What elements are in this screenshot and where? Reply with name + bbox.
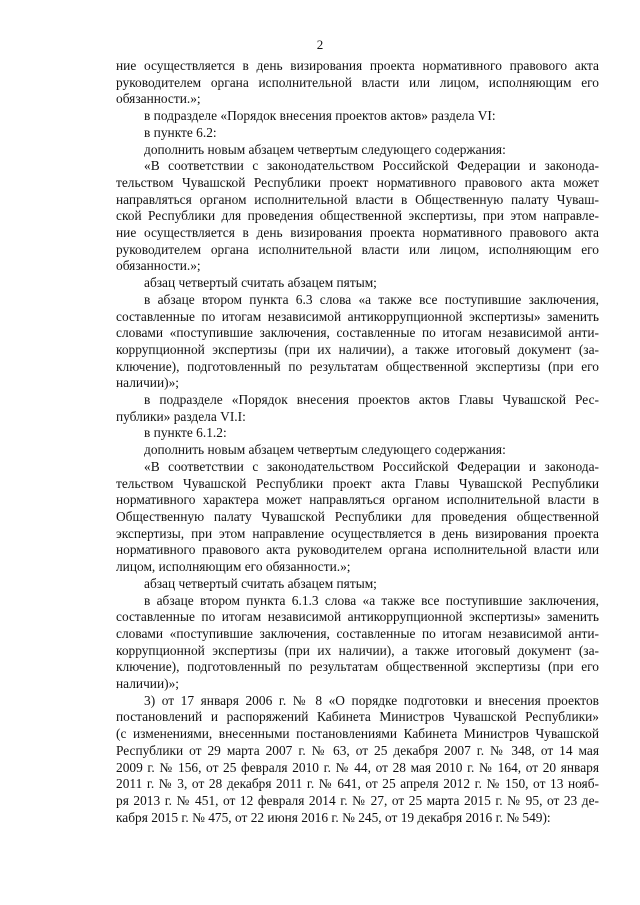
text-line: абзац четвертый считать абзацем пятым; — [144, 275, 377, 291]
text-line: кабря 2015 г. № 475, от 22 июня 2016 г. № 245, от 19 декабря 2016 г. № 549): — [116, 809, 551, 825]
text-line: лицом, исполняющим его обязанности.»; — [116, 559, 351, 575]
text-line: нормативного правового акта руководителем органа исполнительной власти или — [116, 542, 599, 558]
text-line: тельством Чувашской Республики проект акта Главы Чувашской Республики — [116, 475, 599, 491]
text-line: (с изменениями, внесенными постановлениями Кабинета Министров Чувашской — [116, 726, 599, 742]
text-line: публики» раздела VI.I: — [116, 408, 246, 424]
text-line: ние осуществляется в день визирования проекта нормативного правового акта — [116, 225, 599, 241]
text-line: «В соответствии с законодательством Российской Федерации и законода- — [144, 158, 599, 174]
text-line: абзац четвертый считать абзацем пятым; — [144, 575, 377, 591]
text-line: коррупционной экспертизы (при их наличии), а также итоговый документ (за- — [116, 642, 599, 658]
text-line: наличии)»; — [116, 676, 180, 692]
text-line: в подразделе «Порядок внесения проектов актов Главы Чувашской Рес- — [144, 392, 599, 408]
text-line: Общественную палату Чувашской Республики для проведения общественной — [116, 508, 599, 524]
text-line: в подразделе «Порядок внесения проектов актов» раздела VI: — [144, 108, 496, 124]
text-line: дополнить новым абзацем четвертым следующего содержания: — [144, 141, 506, 157]
text-line: в пункте 6.1.2: — [144, 425, 227, 441]
text-line: обязанности.»; — [116, 258, 201, 274]
text-line: словами «поступившие заключения, составленные по итогам независимой анти- — [116, 625, 599, 641]
text-line: в абзаце втором пункта 6.1.3 слова «а также все поступившие заключения, — [144, 592, 599, 608]
text-line: постановлений и распоряжений Кабинета Министров Чувашской Республики» — [116, 709, 599, 725]
text-line: в абзаце втором пункта 6.3 слова «а также все поступившие заключения, — [144, 291, 599, 307]
text-line: тельством Чувашской Республики проект нормативного правового акта может — [116, 174, 599, 190]
text-line: 3) от 17 января 2006 г. № 8 «О порядке подготовки и внесения проектов — [144, 692, 599, 708]
text-line: «В соответствии с законодательством Российской Федерации и законода- — [144, 458, 599, 474]
document-body — [116, 58, 599, 826]
text-line: экспертизы, при этом направление осуществляется в день визирования проекта — [116, 525, 599, 541]
text-line: словами «поступившие заключения, составленные по итогам независимой анти- — [116, 325, 599, 341]
text-line: 2009 г. № 156, от 25 февраля 2010 г. № 44, от 28 мая 2010 г. № 164, от 20 января — [116, 759, 599, 775]
text-line: ние осуществляется в день визирования проекта нормативного правового акта — [116, 58, 599, 73]
text-line: дополнить новым абзацем четвертым следующего содержания: — [144, 442, 506, 458]
text-line: обязанности.»; — [116, 91, 201, 107]
text-line: ской Республики для проведения общественной экспертизы, при этом направле- — [116, 208, 599, 224]
text-line: Республики от 29 марта 2007 г. № 63, от 25 декабря 2007 г. № 348, от 14 мая — [116, 742, 599, 758]
text-line: коррупционной экспертизы (при их наличии), а также итоговый документ (за- — [116, 341, 599, 357]
page-number: 2 — [316, 37, 324, 52]
text-line: составленные по итогам независимой антикоррупционной экспертизы» заменить — [116, 609, 599, 625]
text-line: направляться органом исполнительной власти в Общественную палату Чуваш- — [116, 191, 599, 207]
text-line: нормативного характера может направляться органом исполнительной власти в — [116, 492, 599, 508]
text-line: в пункте 6.2: — [144, 124, 217, 140]
text-line: ключение), подготовленный по результатам общественной экспертизы (при его — [116, 659, 599, 675]
text-line: 2011 г. № 3, от 28 декабря 2011 г. № 641, от 25 апреля 2012 г. № 150, от 13 нояб- — [116, 776, 599, 792]
text-line: руководителем органа исполнительной власти или лицом, исполняющим его — [116, 241, 599, 257]
text-line: наличии)»; — [116, 375, 180, 391]
text-line: ря 2013 г. № 451, от 12 февраля 2014 г. № 27, от 25 марта 2015 г. № 95, от 23 де- — [116, 792, 599, 808]
text-line: составленные по итогам независимой антикоррупционной экспертизы» заменить — [116, 308, 599, 324]
text-line: руководителем органа исполнительной власти или лицом, исполняющим его — [116, 74, 599, 90]
text-line: ключение), подготовленный по результатам общественной экспертизы (при его — [116, 358, 599, 374]
